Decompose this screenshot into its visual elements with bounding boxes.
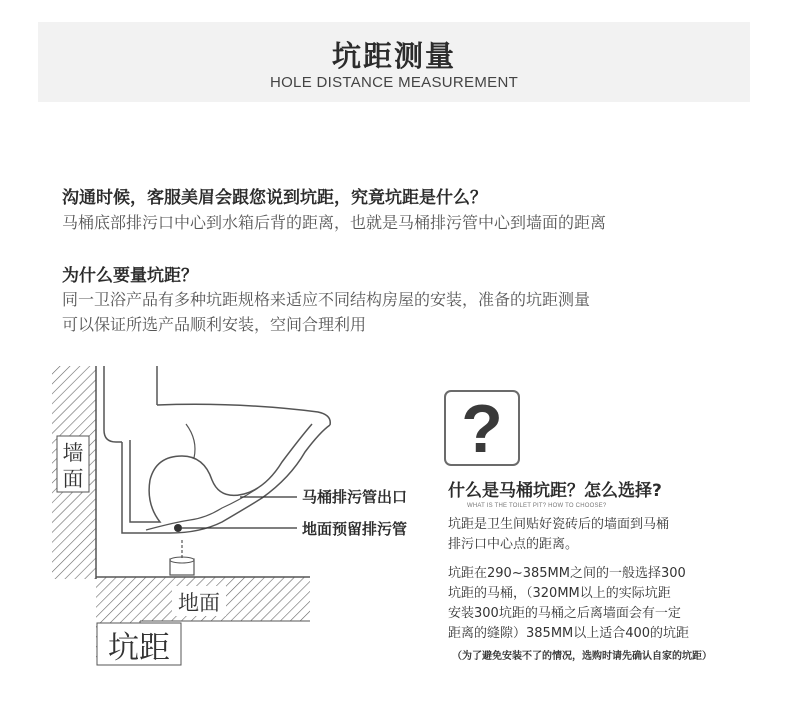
right-panel-title-en: WHAT IS THE TOILET PIT? HOW TO CHOOSE? bbox=[467, 503, 607, 509]
floor-pipe-label: 地面预留排污管 bbox=[302, 520, 408, 538]
question-mark-icon bbox=[444, 390, 520, 466]
toilet-lid-outline bbox=[157, 404, 330, 425]
guide-line4: 距离的缝隙）385MM以上适合400的坑距 bbox=[448, 626, 690, 641]
toilet-tank-outline bbox=[104, 366, 122, 442]
guide-line3: 安装300坑距的马桶之后离墙面会有一定 bbox=[448, 606, 681, 621]
right-panel-note: （为了避免安装不了的情况，选购时请先确认自家的坑距） bbox=[452, 651, 712, 662]
outlet-point bbox=[174, 524, 182, 532]
wall-label-char1: 墙 bbox=[62, 441, 84, 465]
question-why-measure: 为什么要量坑距？ bbox=[62, 266, 198, 286]
right-panel-definition bbox=[448, 515, 748, 555]
floor-label: 地面 bbox=[178, 591, 220, 615]
question-what-is-pit: 沟通时候，客服美眉会跟您说到坑距，究竟坑距是什么？ bbox=[62, 188, 487, 208]
guide-line2: 坑距的马桶，（320MM以上的实际坑距 bbox=[448, 586, 671, 601]
answer-what-is-pit: 马桶底部排污口中心到水箱后背的距离，也就是马桶排污管中心到墙面的距离 bbox=[62, 213, 607, 232]
definition-line2: 排污口中心点的距离。 bbox=[448, 537, 579, 552]
definition-line1: 坑距是卫生间贴好瓷砖后的墙面到马桶 bbox=[448, 517, 670, 532]
question-mark-glyph: ? bbox=[461, 391, 503, 467]
pit-distance-label: 坑距 bbox=[108, 630, 170, 666]
header-banner bbox=[38, 22, 750, 102]
answer-why-measure-line1: 同一卫浴产品有多种坑距规格来适应不同结构房屋的安装，准备的坑距测量 bbox=[62, 290, 591, 309]
right-panel-title: 什么是马桶坑距？怎么选择? bbox=[448, 481, 662, 501]
toilet-bowl-curve bbox=[186, 424, 195, 458]
right-panel-selection-guide bbox=[448, 564, 748, 644]
toilet-trap-outline bbox=[130, 424, 312, 522]
outlet-label: 马桶排污管出口 bbox=[302, 488, 408, 506]
page-title: 坑距测量 bbox=[331, 39, 456, 73]
page-subtitle: HOLE DISTANCE MEASUREMENT bbox=[269, 74, 519, 91]
guide-line1: 坑距在290~385MM之间的一般选择300 bbox=[448, 566, 686, 581]
wall-label-char2: 面 bbox=[62, 467, 84, 491]
answer-why-measure-line2: 可以保证所选产品顺利安装，空间合理利用 bbox=[62, 315, 367, 334]
